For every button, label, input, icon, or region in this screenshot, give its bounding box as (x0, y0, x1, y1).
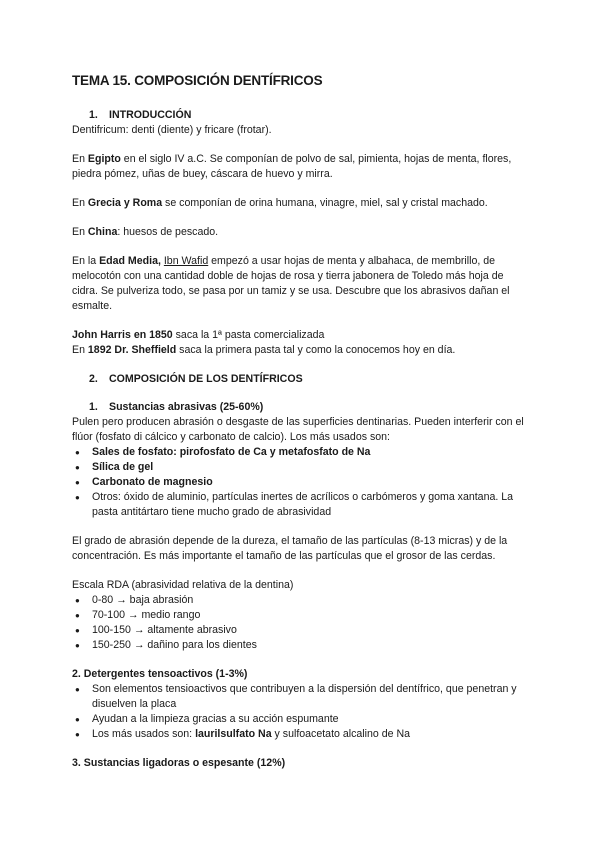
list-item: ● 0-80 → baja abrasión (72, 593, 532, 608)
text-run-bold: Edad Media, (99, 255, 161, 267)
text-run: se componían de orina humana, vinagre, miel, sal y cristal machado. (162, 197, 488, 209)
list-abrasivas (72, 445, 532, 520)
text-run: : huesos de pescado. (117, 226, 219, 238)
text-run: empezó a usar hojas de menta y albahaca, de membrillo, de melocotón con una cantidad doble de hojas de rosa y tierra jabonera de Toledo más hoja de cidra. Se pulveriza todo, se pasa por un tamiz y se usa. Descubre que los abrasivos dañan el esmalte. (72, 255, 510, 312)
subsection-heading-abrasivas (72, 400, 532, 415)
list-item: ● Carbonato de magnesio (72, 475, 532, 490)
paragraph-sheffield (72, 343, 532, 358)
list-item: ● Sílica de gel (72, 460, 532, 475)
text-run-bold: Grecia y Roma (87, 197, 163, 209)
text-run: saca la 1ª pasta comercializada (172, 329, 325, 341)
text-run: Los más usados son: (92, 728, 196, 740)
list-item: ● Otros: óxido de aluminio, partículas inertes de acrílicos o carbómeros y goma xantana. La pasta antitártaro tiene mucho grado de abrasividad (72, 490, 532, 520)
text-run: En (72, 226, 88, 238)
section-label: Sustancias abrasivas (25-60%) (109, 401, 264, 413)
text-run: En (72, 344, 88, 356)
text-run: En la (72, 255, 100, 267)
paragraph-abrasivas: Pulen pero producen abrasión o desgaste de las superficies dentinarias. Pueden interferir con el flúor (fosfato di cálcico y carbonato de calcio). Los más usados son: (72, 416, 524, 443)
section-label: INTRODUCCIÓN (109, 109, 192, 121)
text-run: y sulfoacetato alcalino de Na (271, 728, 410, 740)
text-run: saca la primera pasta tal y como la conocemos hoy en día. (176, 344, 456, 356)
paragraph-grecia-roma (72, 196, 532, 211)
section-number: 2. (89, 373, 98, 385)
list-item (72, 727, 532, 742)
list-item: ● 100-150 → altamente abrasivo (72, 623, 532, 638)
section-heading-composicion (72, 372, 532, 387)
document-title: TEMA 15. COMPOSICIÓN DENTÍFRICOS (72, 73, 323, 88)
text-run: en el siglo IV a.C. Se componían de polvo de sal, pimienta, hojas de menta, flores, piedra pómez, uñas de buey, cáscara de huevo y mirra. (72, 153, 512, 180)
paragraph-china (72, 225, 532, 240)
paragraph-edad-media (72, 254, 532, 314)
text-run-bold: 1892 Dr. Sheffield (87, 344, 177, 356)
list-item: ● 150-250 → dañino para los dientes (72, 638, 532, 653)
text-run: En (72, 153, 88, 165)
list-item: ● Son elementos tensioactivos que contribuyen a la dispersión del dentífrico, que penetran y disuelven la placa (72, 682, 532, 712)
list-detergentes (72, 682, 532, 742)
paragraph-harris (72, 328, 532, 343)
text-run-underline: Ibn Wafid (163, 255, 209, 267)
document-body (72, 108, 532, 771)
paragraph-egipto (72, 152, 532, 182)
list-item: ● 70-100 → medio rango (72, 608, 532, 623)
text-run-bold: China (87, 226, 118, 238)
text-run-bold: Egipto (87, 153, 121, 165)
list-rda (72, 593, 532, 653)
heading-detergentes: 2. Detergentes tensoactivos (1-3%) (72, 668, 248, 680)
list-item: ● Sales de fosfato: pirofosfato de Ca y metafosfato de Na (72, 445, 532, 460)
paragraph-grado-abrasion: El grado de abrasión depende de la dureza, el tamaño de las partículas (8-13 micras) y de la concentración. Es más importante el tamaño de las partículas que el grosor de las cerdas. (72, 535, 508, 562)
text-run: En (72, 197, 88, 209)
section-heading-introduccion (72, 108, 532, 123)
spacer (72, 387, 532, 400)
paragraph-rda-title: Escala RDA (abrasividad relativa de la dentina) (72, 579, 294, 591)
section-label: COMPOSICIÓN DE LOS DENTÍFRICOS (109, 373, 303, 385)
section-number: 1. (89, 401, 98, 413)
paragraph-etymology: Dentifricum: denti (diente) y fricare (frotar). (72, 124, 272, 136)
heading-ligadoras: 3. Sustancias ligadoras o espesante (12%) (72, 757, 286, 769)
text-run-bold: John Harris en 1850 (72, 329, 173, 341)
text-run-bold: laurilsulfato Na (195, 728, 272, 740)
section-number: 1. (89, 109, 98, 121)
list-item: ● Ayudan a la limpieza gracias a su acción espumante (72, 712, 532, 727)
